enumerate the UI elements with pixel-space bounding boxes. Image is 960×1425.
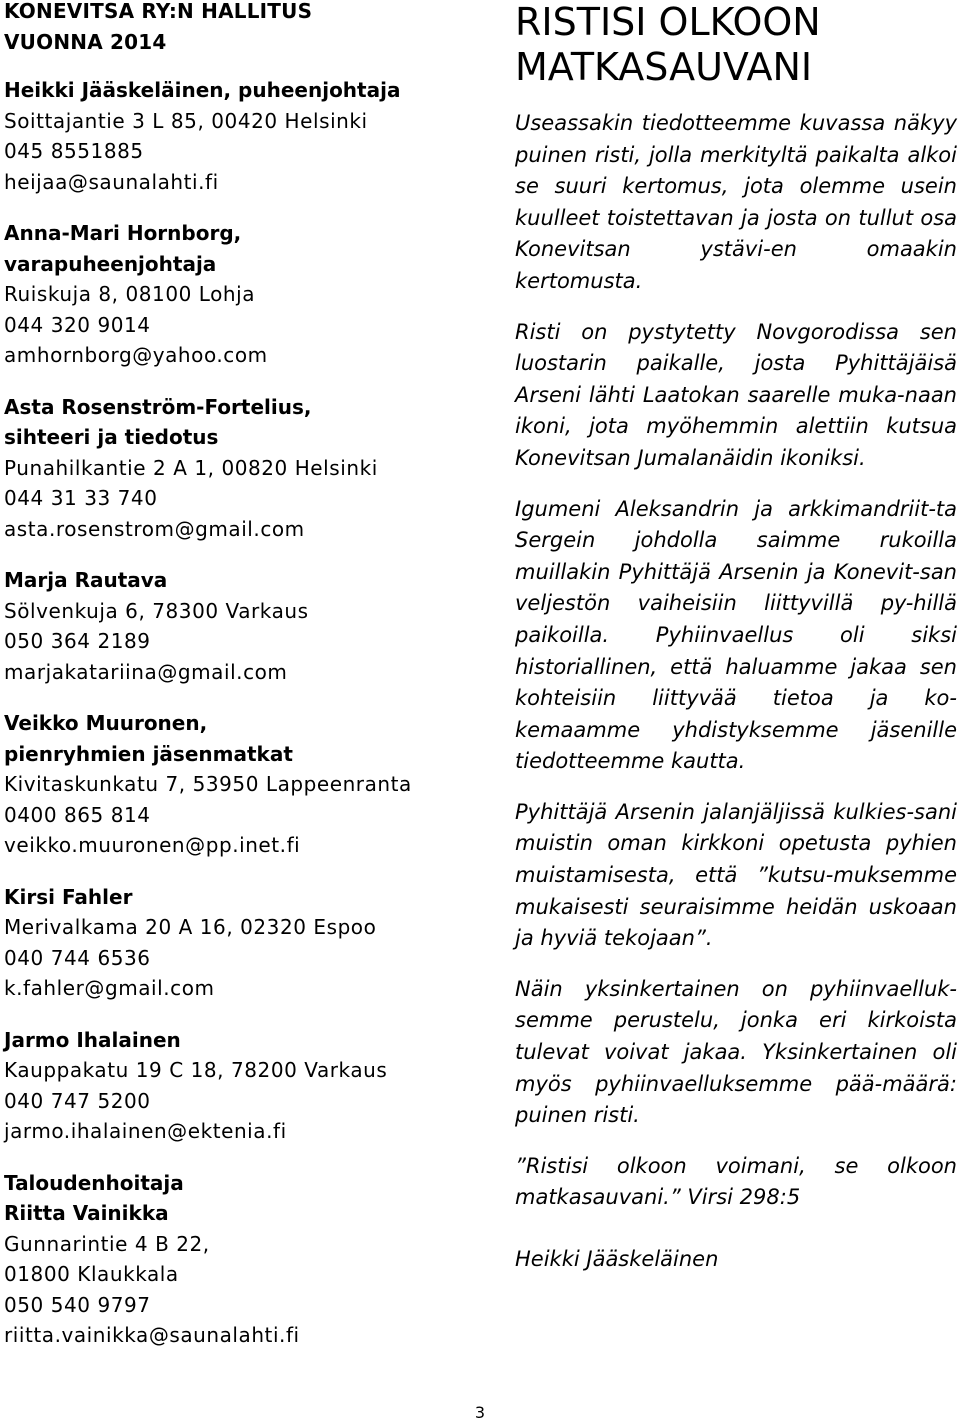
member-detail-line: riitta.vainikka@saunalahti.fi: [4, 1323, 300, 1347]
member-detail-line: 050 364 2189: [4, 629, 151, 653]
member-name-line: Asta Rosenström-Fortelius,: [4, 394, 312, 419]
member-name-line: Heikki Jääskeläinen, puheenjohtaja: [4, 78, 401, 102]
board-contact-list: [4, 0, 484, 1372]
article-title-line: MATKASAUVANI: [515, 45, 813, 89]
board-member: [4, 565, 484, 687]
member-name-line: Veikko Muuronen,: [4, 711, 208, 735]
member-detail-line: 045 8551885: [4, 139, 144, 163]
member-detail-line: Merivalkama 20 A 16, 02320 Espoo: [4, 915, 377, 939]
member-name-line: Riitta Vainikka: [4, 1201, 169, 1225]
member-name-line: Taloudenhoitaja: [4, 1170, 184, 1195]
article-paragraph: Igumeni Aleksandrin ja arkkimandriit-ta Sergein johdolla saimme rukoilla muillakin Pyhittäjä Arsenin ja Konevit-san veljestön vaiheisiin liittyvillä py-hillä paikoilla. Pyhiinvaellus oli siksi historiallinen, että haluamme jakaa sen kohteisiin liittyvää tietoa ja ko-kemaamme yhdistyksemme jäsenille tiedotteemme kautta.: [515, 496, 957, 774]
member-detail-line: Kauppakatu 19 C 18, 78200 Varkaus: [4, 1058, 388, 1082]
member-detail-line: jarmo.ihalainen@ektenia.fi: [4, 1119, 287, 1143]
board-member: [4, 1168, 484, 1351]
member-name-line: sihteeri ja tiedotus: [4, 425, 219, 449]
article-title-line: RISTISI OLKOON: [515, 0, 821, 44]
article-paragraph: ”Ristisi olkoon voimani, se olkoon matkasauvani.” Virsi 298:5: [515, 1153, 957, 1210]
member-detail-line: Sölvenkuja 6, 78300 Varkaus: [4, 598, 309, 623]
page-number: 3: [474, 1403, 486, 1422]
member-detail-line: 01800 Klaukkala: [4, 1262, 179, 1286]
member-detail-line: Ruiskuja 8, 08100 Lohja: [4, 282, 256, 306]
member-detail-line: Punahilkantie 2 A 1, 00820 Helsinki: [4, 455, 378, 480]
member-name-line: varapuheenjohtaja: [4, 251, 217, 276]
member-detail-line: Gunnarintie 4 B 22,: [4, 1231, 210, 1256]
member-detail-line: 040 744 6536: [4, 945, 151, 970]
article-paragraph: Näin yksinkertainen on pyhiinvaelluk-semme perustelu, jonka eri kirkoista tulevat voivat jakaa. Yksinkertainen oli myös pyhiinvaelluksemme pää-määrä: puinen risti.: [515, 976, 957, 1128]
member-detail-line: heijaa@saunalahti.fi: [4, 169, 219, 194]
board-heading-line: KONEVITSA RY:N HALLITUS: [4, 0, 313, 23]
member-name-line: Kirsi Fahler: [4, 884, 133, 909]
article-paragraph: Risti on pystytetty Novgorodissa sen luostarin paikalle, josta Pyhittäjäisä Arseni lähti Laatokan saarelle muka-naan ikoni, jota myöhemmin alettiin kutsua Konevitsan Jumalanäidin ikoniksi.: [515, 319, 957, 470]
article: [515, 0, 957, 1295]
member-detail-line: marjakatariina@gmail.com: [4, 659, 288, 684]
board-member: [4, 708, 484, 861]
member-detail-line: asta.rosenstrom@gmail.com: [4, 516, 305, 541]
member-detail-line: 040 747 5200: [4, 1088, 151, 1113]
member-detail-line: 050 540 9797: [4, 1292, 151, 1317]
member-detail-line: 0400 865 814: [4, 802, 151, 827]
member-name-line: Marja Rautava: [4, 568, 168, 592]
article-paragraph: Useassakin tiedotteemme kuvassa näkyy puinen risti, jolla merkityltä paikalta alkoi se suuri kertomus, jota olemme usein kuulleet toistettavan ja josta on tullut osa Konevitsan ystävi-en omaakin kertomusta.: [515, 111, 957, 293]
member-name-line: Anna-Mari Hornborg,: [4, 221, 242, 245]
member-detail-line: veikko.muuronen@pp.inet.fi: [4, 833, 301, 857]
board-members: [4, 75, 484, 1351]
board-member: [4, 1025, 484, 1147]
member-detail-line: 044 31 33 740: [4, 486, 158, 510]
member-detail-line: 044 320 9014: [4, 312, 151, 337]
article-paragraph: Pyhittäjä Arsenin jalanjäljissä kulkies-sani muistin oman kirkkoni opetusta pyhien muistamisesta, että ”kutsu-muksemme mukaisesti seuraisimme heidän uskoaan ja hyviä tekojaan”.: [515, 799, 957, 951]
board-member: [4, 218, 484, 371]
member-name-line: pienryhmien jäsenmatkat: [4, 741, 293, 766]
board-member: [4, 882, 484, 1004]
member-detail-line: Soittajantie 3 L 85, 00420 Helsinki: [4, 108, 368, 133]
board-heading-line: VUONNA 2014: [4, 29, 167, 54]
board-heading: [4, 0, 484, 57]
member-detail-line: k.fahler@gmail.com: [4, 976, 215, 1000]
article-body: [515, 108, 957, 1214]
board-member: [4, 75, 484, 197]
board-member: [4, 392, 484, 545]
member-detail-line: amhornborg@yahoo.com: [4, 343, 268, 367]
member-detail-line: Kivitaskunkatu 7, 53950 Lappeenranta: [4, 772, 412, 796]
member-name-line: Jarmo Ihalainen: [4, 1027, 181, 1052]
article-title: [515, 0, 957, 90]
article-signature: Heikki Jääskeläinen: [515, 1247, 719, 1271]
